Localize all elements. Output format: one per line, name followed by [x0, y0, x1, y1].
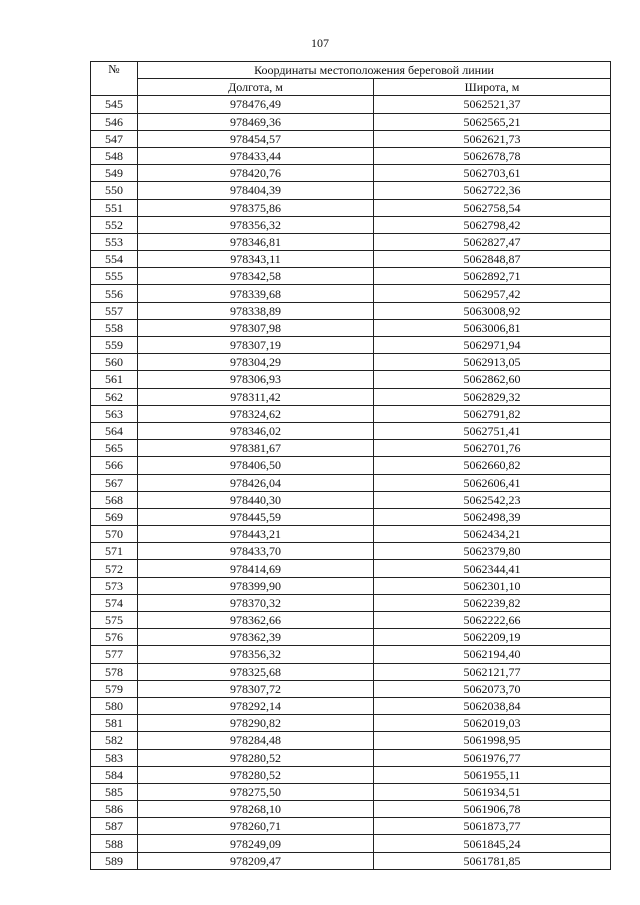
row-latitude: 5061955,11	[374, 766, 611, 783]
row-number: 554	[91, 251, 138, 268]
row-latitude: 5062971,94	[374, 337, 611, 354]
row-longitude: 978370,32	[138, 594, 374, 611]
row-number: 586	[91, 801, 138, 818]
row-number: 570	[91, 526, 138, 543]
table-row	[91, 801, 611, 818]
row-longitude: 978433,44	[138, 147, 374, 164]
table-row	[91, 457, 611, 474]
row-number: 568	[91, 491, 138, 508]
row-number: 561	[91, 371, 138, 388]
page-number: 107	[311, 36, 329, 50]
row-latitude: 5062621,73	[374, 130, 611, 147]
row-number: 551	[91, 199, 138, 216]
row-longitude: 978306,93	[138, 371, 374, 388]
row-latitude: 5062701,76	[374, 440, 611, 457]
row-longitude: 978307,19	[138, 337, 374, 354]
row-number: 573	[91, 577, 138, 594]
row-longitude: 978362,66	[138, 612, 374, 629]
row-longitude: 978290,82	[138, 715, 374, 732]
row-latitude: 5061934,51	[374, 783, 611, 800]
row-latitude: 5062913,05	[374, 354, 611, 371]
row-longitude: 978404,39	[138, 182, 374, 199]
table-row	[91, 818, 611, 835]
table-row	[91, 697, 611, 714]
row-number: 555	[91, 268, 138, 285]
row-number: 581	[91, 715, 138, 732]
row-longitude: 978268,10	[138, 801, 374, 818]
row-number: 578	[91, 663, 138, 680]
row-latitude: 5062678,78	[374, 147, 611, 164]
row-longitude: 978280,52	[138, 766, 374, 783]
row-number: 547	[91, 130, 138, 147]
row-number: 588	[91, 835, 138, 852]
row-latitude: 5062121,77	[374, 663, 611, 680]
row-longitude: 978292,14	[138, 697, 374, 714]
row-number: 585	[91, 783, 138, 800]
row-latitude: 5061873,77	[374, 818, 611, 835]
row-latitude: 5062892,71	[374, 268, 611, 285]
table-row	[91, 526, 611, 543]
row-number: 545	[91, 96, 138, 113]
header-longitude: Долгота, м	[138, 79, 374, 96]
row-latitude: 5062222,66	[374, 612, 611, 629]
table-row	[91, 629, 611, 646]
row-number: 577	[91, 646, 138, 663]
row-number: 567	[91, 474, 138, 491]
row-latitude: 5062073,70	[374, 680, 611, 697]
row-number: 565	[91, 440, 138, 457]
row-latitude: 5061906,78	[374, 801, 611, 818]
row-latitude: 5062434,21	[374, 526, 611, 543]
table-row	[91, 612, 611, 629]
row-longitude: 978275,50	[138, 783, 374, 800]
row-longitude: 978324,62	[138, 405, 374, 422]
row-longitude: 978342,58	[138, 268, 374, 285]
row-longitude: 978362,39	[138, 629, 374, 646]
row-latitude: 5062344,41	[374, 560, 611, 577]
row-longitude: 978311,42	[138, 388, 374, 405]
row-latitude: 5062301,10	[374, 577, 611, 594]
table-row	[91, 182, 611, 199]
row-number: 546	[91, 113, 138, 130]
table-row	[91, 337, 611, 354]
table-row	[91, 130, 611, 147]
row-longitude: 978443,21	[138, 526, 374, 543]
table-row	[91, 646, 611, 663]
row-latitude: 5062751,41	[374, 422, 611, 439]
row-longitude: 978440,30	[138, 491, 374, 508]
table-row	[91, 319, 611, 336]
row-longitude: 978284,48	[138, 732, 374, 749]
row-longitude: 978356,32	[138, 216, 374, 233]
row-number: 575	[91, 612, 138, 629]
table-row	[91, 749, 611, 766]
table-row	[91, 147, 611, 164]
row-latitude: 5061781,85	[374, 852, 611, 869]
row-latitude: 5062606,41	[374, 474, 611, 491]
table-row	[91, 594, 611, 611]
header-coordinates-group: Координаты местоположения береговой линии	[138, 62, 611, 79]
table-row	[91, 199, 611, 216]
row-latitude: 5062798,42	[374, 216, 611, 233]
row-latitude: 5062379,80	[374, 543, 611, 560]
table-row	[91, 766, 611, 783]
row-number: 559	[91, 337, 138, 354]
row-longitude: 978381,67	[138, 440, 374, 457]
table-row	[91, 285, 611, 302]
row-latitude: 5063006,81	[374, 319, 611, 336]
row-longitude: 978338,89	[138, 302, 374, 319]
row-latitude: 5062239,82	[374, 594, 611, 611]
table-row	[91, 113, 611, 130]
row-longitude: 978325,68	[138, 663, 374, 680]
table-row	[91, 560, 611, 577]
row-longitude: 978339,68	[138, 285, 374, 302]
table-row	[91, 302, 611, 319]
row-latitude: 5061845,24	[374, 835, 611, 852]
table-row	[91, 835, 611, 852]
row-longitude: 978454,57	[138, 130, 374, 147]
row-number: 552	[91, 216, 138, 233]
row-number: 572	[91, 560, 138, 577]
row-number: 569	[91, 508, 138, 525]
row-latitude: 5062862,60	[374, 371, 611, 388]
row-latitude: 5062957,42	[374, 285, 611, 302]
row-number: 579	[91, 680, 138, 697]
row-latitude: 5063008,92	[374, 302, 611, 319]
row-number: 563	[91, 405, 138, 422]
table-row	[91, 715, 611, 732]
row-latitude: 5061976,77	[374, 749, 611, 766]
row-number: 589	[91, 852, 138, 869]
row-number: 560	[91, 354, 138, 371]
table-row	[91, 543, 611, 560]
row-latitude: 5062703,61	[374, 165, 611, 182]
row-longitude: 978375,86	[138, 199, 374, 216]
table-row	[91, 354, 611, 371]
row-latitude: 5062498,39	[374, 508, 611, 525]
row-longitude: 978209,47	[138, 852, 374, 869]
header-number: №	[91, 62, 138, 96]
row-latitude: 5062791,82	[374, 405, 611, 422]
row-latitude: 5062542,23	[374, 491, 611, 508]
table-row	[91, 680, 611, 697]
table-row	[91, 422, 611, 439]
row-longitude: 978304,29	[138, 354, 374, 371]
row-longitude: 978399,90	[138, 577, 374, 594]
table-row	[91, 268, 611, 285]
row-number: 584	[91, 766, 138, 783]
row-number: 566	[91, 457, 138, 474]
row-longitude: 978469,36	[138, 113, 374, 130]
header-latitude: Широта, м	[374, 79, 611, 96]
row-latitude: 5062722,36	[374, 182, 611, 199]
table-row	[91, 371, 611, 388]
row-longitude: 978414,69	[138, 560, 374, 577]
row-latitude: 5062019,03	[374, 715, 611, 732]
row-longitude: 978476,49	[138, 96, 374, 113]
table-row	[91, 165, 611, 182]
row-longitude: 978307,72	[138, 680, 374, 697]
table-row	[91, 491, 611, 508]
row-number: 556	[91, 285, 138, 302]
row-number: 564	[91, 422, 138, 439]
table-row	[91, 440, 611, 457]
row-latitude: 5062209,19	[374, 629, 611, 646]
row-latitude: 5062829,32	[374, 388, 611, 405]
row-longitude: 978249,09	[138, 835, 374, 852]
row-number: 548	[91, 147, 138, 164]
row-number: 580	[91, 697, 138, 714]
table-row	[91, 388, 611, 405]
row-longitude: 978426,04	[138, 474, 374, 491]
row-number: 587	[91, 818, 138, 835]
row-number: 574	[91, 594, 138, 611]
row-latitude: 5062758,54	[374, 199, 611, 216]
table-row	[91, 783, 611, 800]
row-latitude: 5062565,21	[374, 113, 611, 130]
table-row	[91, 577, 611, 594]
row-latitude: 5062194,40	[374, 646, 611, 663]
row-latitude: 5062827,47	[374, 233, 611, 250]
row-number: 576	[91, 629, 138, 646]
row-number: 549	[91, 165, 138, 182]
table-row	[91, 663, 611, 680]
row-longitude: 978433,70	[138, 543, 374, 560]
row-number: 562	[91, 388, 138, 405]
row-latitude: 5062660,82	[374, 457, 611, 474]
row-longitude: 978445,59	[138, 508, 374, 525]
row-longitude: 978346,81	[138, 233, 374, 250]
row-longitude: 978280,52	[138, 749, 374, 766]
row-latitude: 5062848,87	[374, 251, 611, 268]
table-row	[91, 233, 611, 250]
coordinates-table	[90, 61, 611, 870]
row-number: 582	[91, 732, 138, 749]
table-header	[91, 62, 611, 96]
table-row	[91, 852, 611, 869]
table-row	[91, 508, 611, 525]
row-number: 583	[91, 749, 138, 766]
row-latitude: 5061998,95	[374, 732, 611, 749]
row-longitude: 978346,02	[138, 422, 374, 439]
row-longitude: 978420,76	[138, 165, 374, 182]
table-row	[91, 405, 611, 422]
row-latitude: 5062038,84	[374, 697, 611, 714]
row-latitude: 5062521,37	[374, 96, 611, 113]
row-number: 553	[91, 233, 138, 250]
table-row	[91, 251, 611, 268]
row-longitude: 978307,98	[138, 319, 374, 336]
table-row	[91, 732, 611, 749]
table-row	[91, 216, 611, 233]
table-body	[91, 96, 611, 869]
table-row	[91, 474, 611, 491]
row-longitude: 978343,11	[138, 251, 374, 268]
row-longitude: 978406,50	[138, 457, 374, 474]
row-number: 557	[91, 302, 138, 319]
row-number: 550	[91, 182, 138, 199]
row-longitude: 978260,71	[138, 818, 374, 835]
row-longitude: 978356,32	[138, 646, 374, 663]
table-row	[91, 96, 611, 113]
row-number: 571	[91, 543, 138, 560]
row-number: 558	[91, 319, 138, 336]
